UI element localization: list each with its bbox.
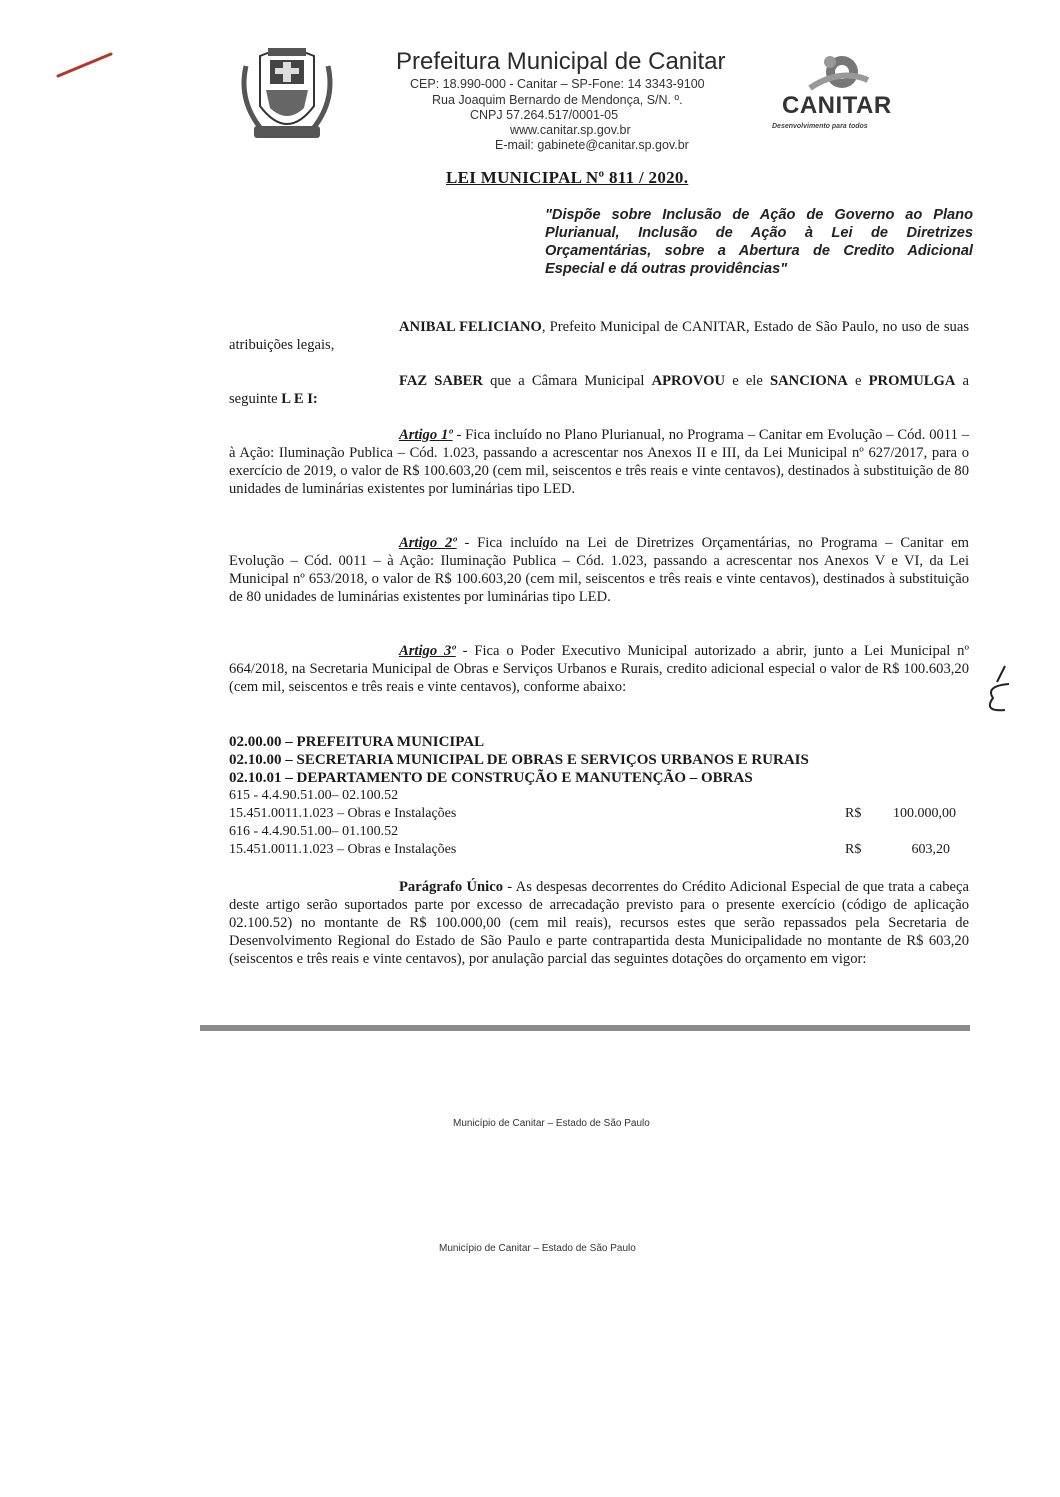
paragrafo-unico-label: Parágrafo Único bbox=[399, 879, 503, 895]
article-1 bbox=[229, 426, 969, 498]
logo-wordmark: CANITAR bbox=[782, 92, 892, 119]
header-address-line: Rua Joaquim Bernardo de Mendonça, S/N. º. bbox=[432, 93, 683, 107]
article-3 bbox=[229, 642, 969, 696]
budget-rubric: 02.00.00 – PREFEITURA MUNICIPAL bbox=[229, 734, 485, 750]
paragrafo-unico bbox=[229, 878, 969, 968]
budget-line: 616 - 4.4.90.51.00– 01.100.52 bbox=[229, 824, 399, 839]
budget-rubric: 02.10.00 – SECRETARIA MUNICIPAL DE OBRAS E SERVIÇOS URBANOS E RURAIS bbox=[229, 752, 809, 768]
budget-amount: 603,20 bbox=[911, 842, 950, 857]
budget-line: 15.451.0011.1.023 – Obras e Instalações bbox=[229, 842, 457, 857]
budget-line: 615 - 4.4.90.51.00– 02.100.52 bbox=[229, 788, 399, 803]
sanciona: SANCIONA bbox=[770, 373, 848, 389]
budget-line: 15.451.0011.1.023 – Obras e Instalações bbox=[229, 806, 457, 821]
article-2-label: Artigo 2º bbox=[399, 535, 457, 551]
handwritten-initial-mark bbox=[975, 660, 1025, 720]
header-website-line: www.canitar.sp.gov.br bbox=[510, 123, 631, 137]
budget-amount-prefix: R$ bbox=[845, 842, 862, 857]
article-3-text: - Fica o Poder Executivo Municipal autorizado a abrir, junto a Lei Municipal nº 664/2018, na Secretaria Municipal de Obras e Serviços Urbanos e Rurais, credito adicional especial o valor de R$ 100.603,20 (cem mil, seiscentos e três reais e vinte centavos), conforme abaixo: bbox=[229, 643, 969, 695]
article-2-text: - Fica incluído na Lei de Diretrizes Orçamentárias, no Programa – Canitar em Evolução – Cód. 0011 – à Ação: Iluminação Publica – Cód. 1.023, passando a acrescentar nos Anexos V e VI, da Lei Municipal nº 653/2018, o valor de R$ 100.603,20 (cem mil, seiscentos e três reais e vinte centavos), destinados à substituição de 80 unidades de luminárias existentes por luminárias tipo LED. bbox=[229, 535, 970, 605]
preamble-paragraph bbox=[229, 318, 969, 354]
municipality-title: Prefeitura Municipal de Canitar bbox=[396, 48, 726, 75]
article-1-label: Artigo 1º bbox=[399, 427, 453, 443]
header-cnpj-line: CNPJ 57.264.517/0001-05 bbox=[470, 108, 619, 122]
page-footer: Município de Canitar – Estado de São Paulo bbox=[439, 1243, 636, 1254]
enactment-text: e ele bbox=[725, 373, 770, 389]
header-email-line: E-mail: gabinete@canitar.sp.gov.br bbox=[495, 138, 689, 152]
article-1-text: - Fica incluído no Plano Plurianual, no Programa – Canitar em Evolução – Cód. 0011 – à Ação: Iluminação Publica – Cód. 1.023, passando a acrescentar nos Anexos II e III, da Lei Municipal nº 627/2017, para o exercício de 2019, o valor de R$ 100.603,20 (cem mil, seiscentos e três reais e vinte centavos), destinados à substituição de 80 unidades de luminárias existentes por luminárias tipo LED. bbox=[229, 427, 969, 497]
promulga: PROMULGA bbox=[868, 373, 956, 389]
aprovou: APROVOU bbox=[651, 373, 726, 389]
budget-amount: 100.000,00 bbox=[893, 806, 956, 821]
mayor-name: ANIBAL FELICIANO bbox=[399, 319, 542, 335]
coat-of-arms-icon bbox=[232, 46, 342, 148]
article-2 bbox=[229, 534, 969, 606]
enactment-text: e bbox=[847, 373, 869, 389]
budget-amount-prefix: R$ bbox=[845, 806, 862, 821]
law-summary: "Dispõe sobre Inclusão de Ação de Governo ao Plano Plurianual, Inclusão de Ação à Lei de Diretrizes Orçamentárias, sobre a Abertura de Credito Adicional Especial e dá outras providências" bbox=[545, 207, 973, 277]
header-address-line: CEP: 18.990-000 - Canitar – SP-Fone: 14 3343-9100 bbox=[410, 77, 705, 91]
page-divider bbox=[200, 1025, 970, 1031]
page-footer: Município de Canitar – Estado de São Paulo bbox=[453, 1118, 650, 1129]
budget-rubric: 02.10.01 – DEPARTAMENTO DE CONSTRUÇÃO E MANUTENÇÃO – OBRAS bbox=[229, 770, 753, 786]
logo-tagline: Desenvolvimento para todos bbox=[772, 123, 868, 130]
article-3-label: Artigo 3º bbox=[399, 643, 456, 659]
enactment-text: a seguinte bbox=[229, 373, 969, 407]
law-title: LEI MUNICIPAL Nº 811 / 2020. bbox=[446, 168, 689, 187]
enactment-paragraph bbox=[229, 372, 969, 408]
lei-label: L E I: bbox=[281, 391, 318, 407]
paragrafo-unico-text: - As despesas decorrentes do Crédito Adicional Especial de que trata a cabeça deste artigo serão suportados parte por excesso de arrecadação previsto para o presente exercício (código de aplicação 02.100.52) no montante de R$ 100.000,00 (cem mil reais), recursos estes que serão repassados pela Secretaria de Desenvolvimento Regional do Estado de São Paulo e parte contrapartida desta Municipalidade no montante de R$ 603,20 (seiscentos e três reais e vinte centavos), por anulação parcial das seguintes dotações do orçamento em vigor: bbox=[229, 879, 969, 967]
enactment-text: que a Câmara Municipal bbox=[482, 373, 652, 389]
pen-stroke-mark bbox=[55, 50, 115, 80]
faz-saber: FAZ SABER bbox=[399, 373, 483, 389]
preamble-text: , Prefeito Municipal de CANITAR, Estado de São Paulo, no uso de suas atribuições legais, bbox=[229, 319, 969, 353]
